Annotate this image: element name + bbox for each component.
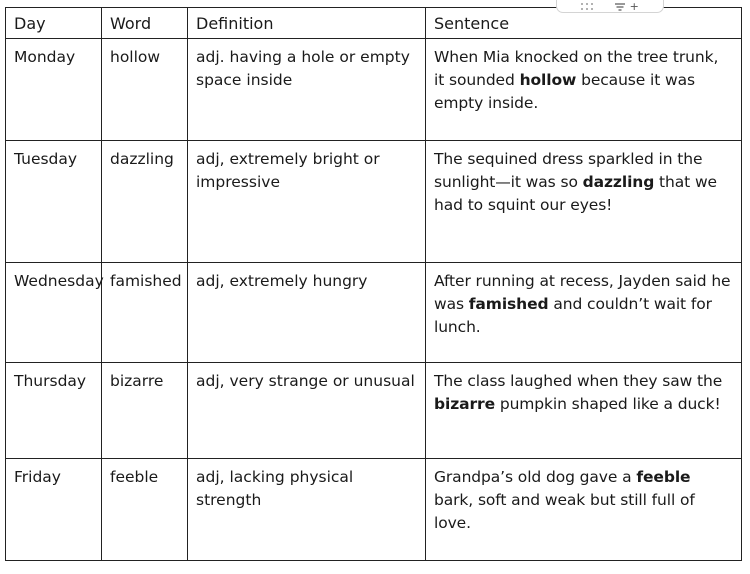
table-row — [6, 263, 742, 363]
header-definition[interactable]: Definition — [188, 8, 426, 39]
day-cell[interactable]: Tuesday — [6, 141, 102, 263]
day-cell[interactable]: Friday — [6, 459, 102, 561]
header-day[interactable]: Day — [6, 8, 102, 39]
day-cell[interactable]: Thursday — [6, 363, 102, 459]
header-word[interactable]: Word — [102, 8, 188, 39]
day-cell[interactable]: Monday — [6, 39, 102, 141]
filter-add-button[interactable] — [615, 1, 639, 12]
drag-handle-icon[interactable] — [581, 3, 593, 10]
sentence-vocab-word: bizarre — [434, 395, 495, 413]
sentence-vocab-word: dazzling — [582, 173, 655, 191]
sentence-vocab-word: famished — [468, 295, 549, 313]
sentence-vocab-word: hollow — [519, 71, 577, 89]
add-icon: + — [629, 0, 639, 13]
sentence-text: After running at recess, Jayden said he was — [434, 272, 731, 313]
word-cell[interactable]: hollow — [102, 39, 188, 141]
sentence-text: pumpkin shaped like a duck! — [495, 395, 721, 413]
definition-cell[interactable]: adj, extremely bright or impressive — [188, 141, 426, 263]
sentence-text: bark, soft and weak but still full of love. — [434, 491, 695, 532]
sentence-text: and couldn’t wait for lunch. — [434, 295, 712, 336]
filter-icon — [615, 3, 626, 11]
table-row — [6, 39, 742, 141]
sentence-cell[interactable] — [426, 263, 742, 363]
table-toolbar — [556, 0, 664, 13]
sentence-cell[interactable] — [426, 459, 742, 561]
sentence-text: The class laughed when they saw the — [434, 372, 723, 390]
definition-cell[interactable]: adj, extremely hungry — [188, 263, 426, 363]
definition-cell[interactable]: adj. having a hole or empty space inside — [188, 39, 426, 141]
sentence-cell[interactable] — [426, 39, 742, 141]
word-cell[interactable]: famished — [102, 263, 188, 363]
sentence-cell[interactable] — [426, 141, 742, 263]
definition-cell[interactable]: adj, lacking physical strength — [188, 459, 426, 561]
sentence-vocab-word: feeble — [636, 468, 691, 486]
word-cell[interactable]: bizarre — [102, 363, 188, 459]
table-row — [6, 363, 742, 459]
sentence-text: because it was empty inside. — [434, 71, 695, 112]
sentence-text: When Mia knocked on the tree trunk, it sounded — [434, 48, 719, 89]
definition-cell[interactable]: adj, very strange or unusual — [188, 363, 426, 459]
word-cell[interactable]: feeble — [102, 459, 188, 561]
sentence-cell[interactable] — [426, 363, 742, 459]
sentence-text: The sequined dress sparkled in the sunlight—it was so — [434, 150, 703, 191]
table-row — [6, 459, 742, 561]
vocabulary-table — [5, 7, 742, 561]
word-cell[interactable]: dazzling — [102, 141, 188, 263]
day-cell[interactable]: Wednesday — [6, 263, 102, 363]
table-row — [6, 141, 742, 263]
sentence-text: that we had to squint our eyes! — [434, 173, 717, 214]
header-sentence[interactable]: Sentence — [426, 8, 742, 39]
sentence-text: Grandpa’s old dog gave a — [434, 468, 637, 486]
